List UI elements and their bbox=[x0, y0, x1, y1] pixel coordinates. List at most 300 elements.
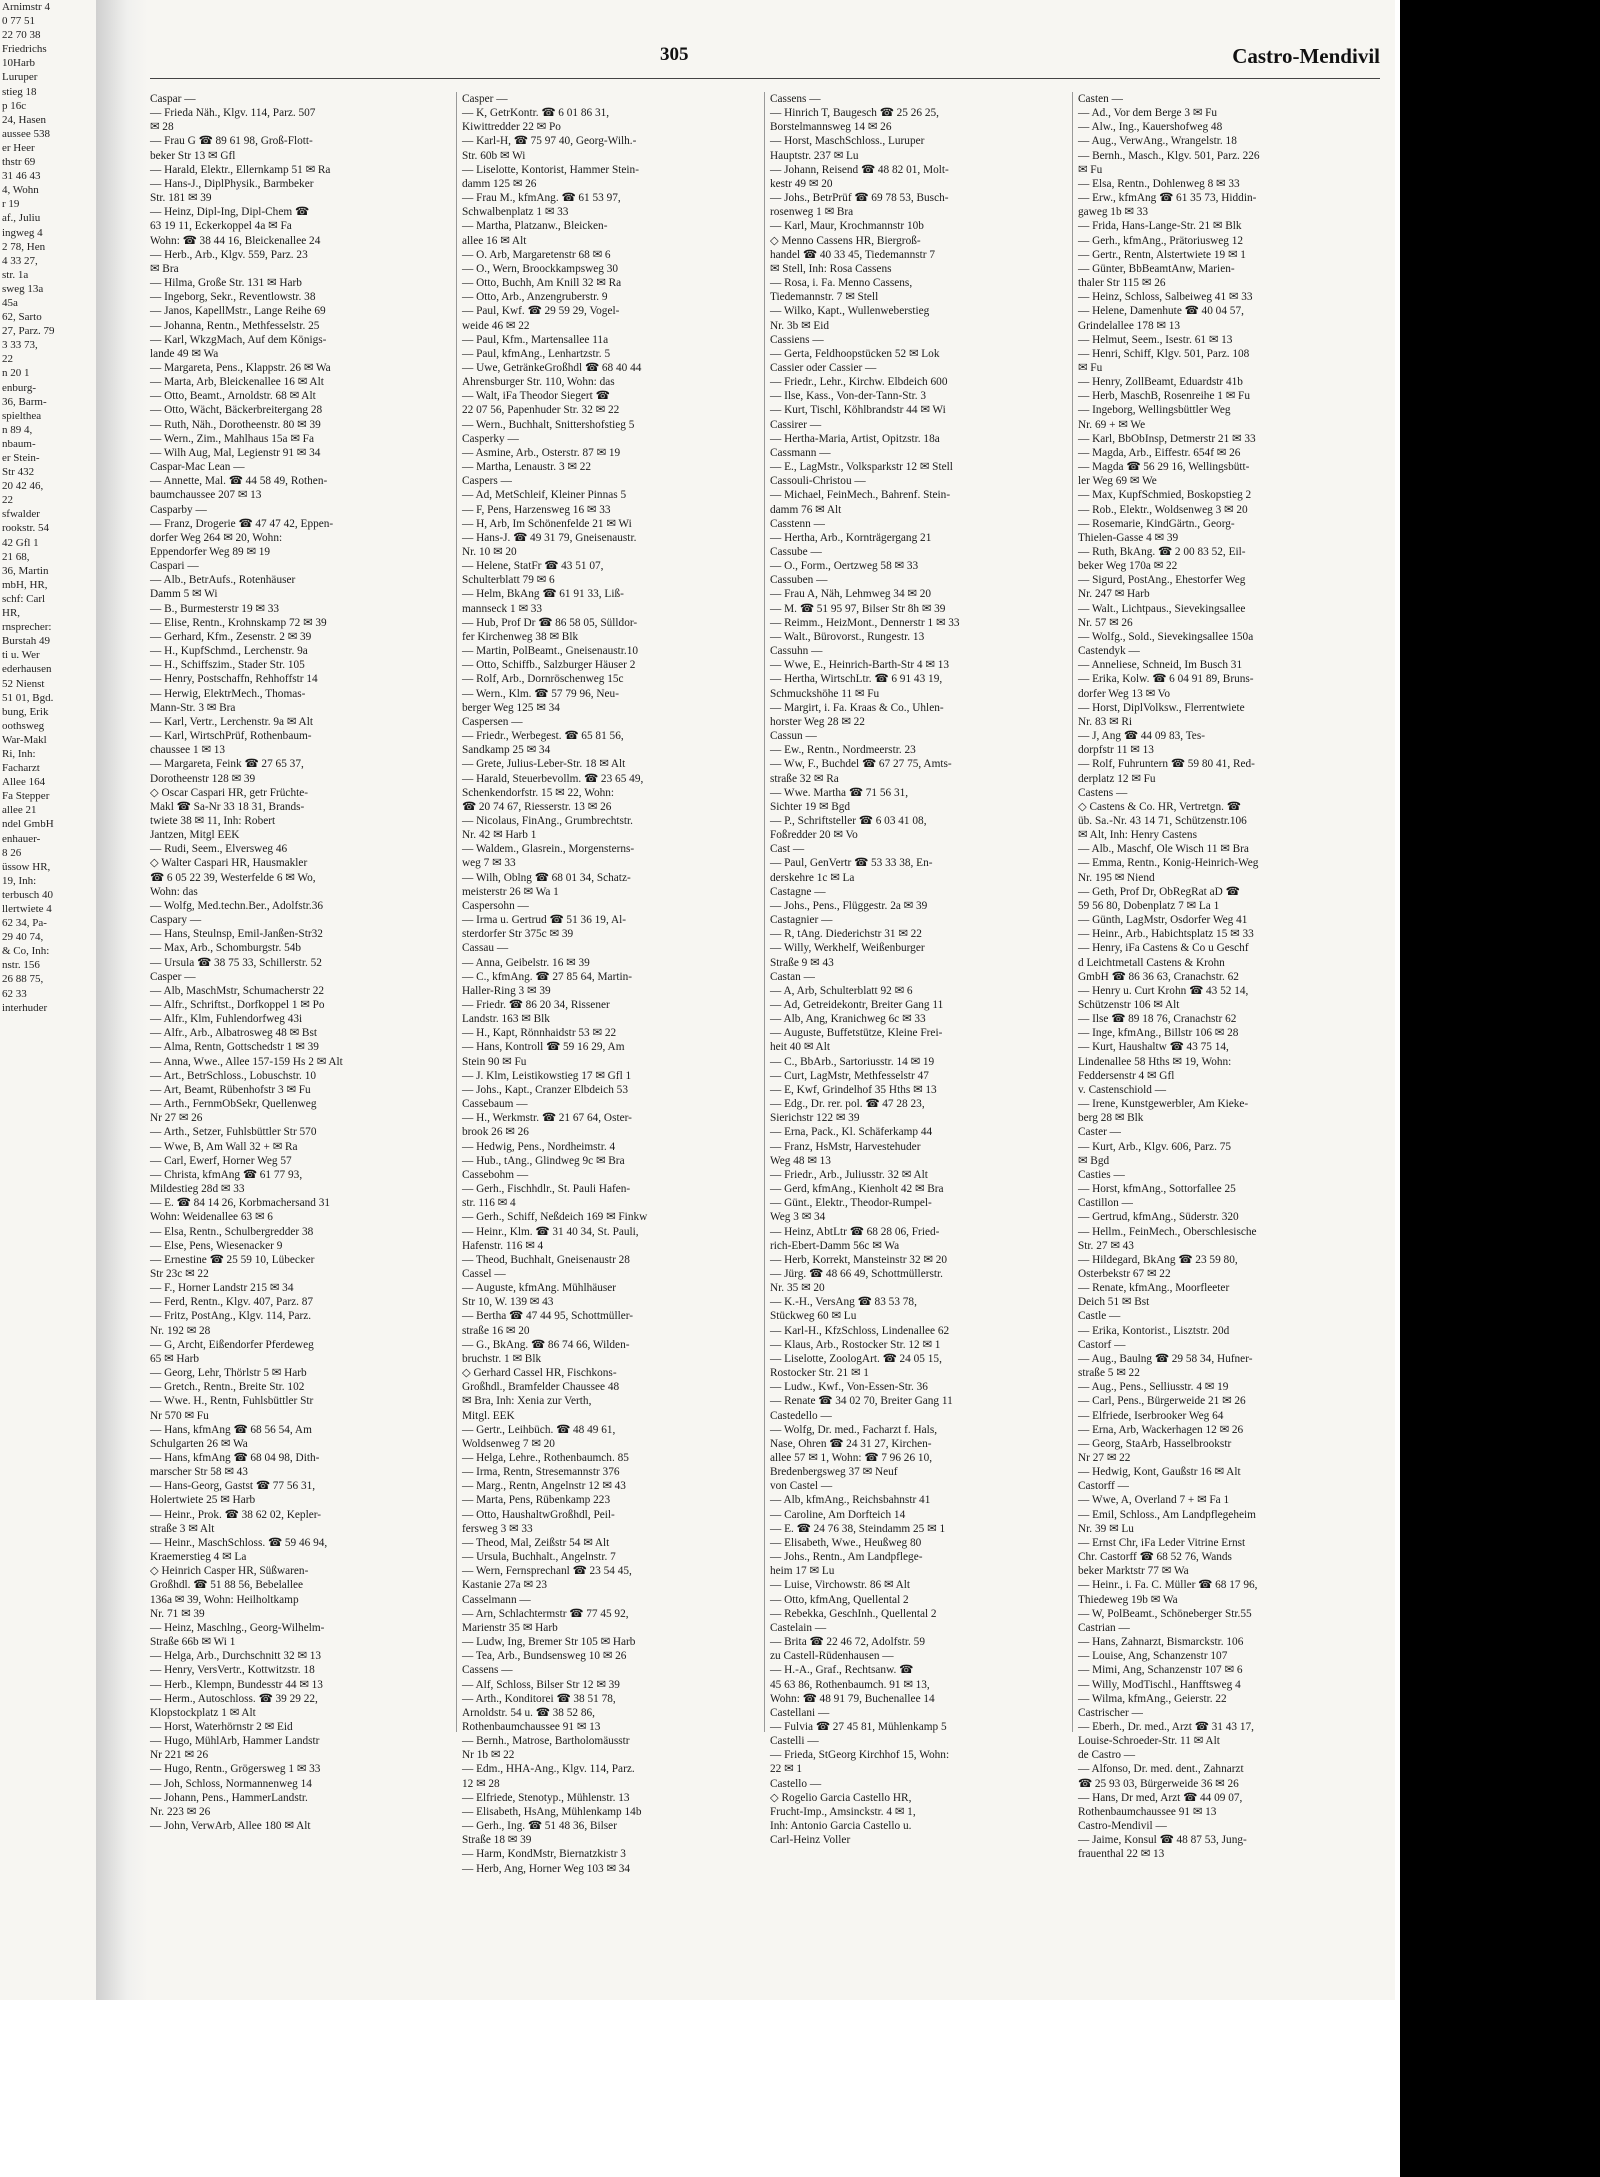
directory-line: — Alb, kfmAng., Reichsbahnstr 41 bbox=[770, 1494, 931, 1507]
directory-line: — Hugo, MühlArb, Hammer Landstr bbox=[150, 1735, 320, 1748]
facing-page-fragment: 22 bbox=[2, 494, 13, 507]
column-2 bbox=[462, 92, 732, 1875]
directory-line: Caster — bbox=[1078, 1126, 1121, 1139]
facing-page-fragment: 2 78, Hen bbox=[2, 240, 46, 253]
directory-line: — Kurt, Tischl, Köhlbrandstr 44 ✉ Wi bbox=[770, 404, 946, 417]
directory-line: — Anna, Geibelstr. 16 ✉ 39 bbox=[462, 956, 590, 969]
directory-line: — Hans-J. ☎ 49 31 79, Gneisenaustr. bbox=[462, 531, 637, 544]
facing-page-fragment: 26 88 75, bbox=[2, 973, 44, 986]
facing-page-fragment: ndel GmbH bbox=[2, 818, 54, 831]
facing-page-fragment: & Co, Inh: bbox=[2, 945, 50, 958]
directory-line: — Aug., Baulng ☎ 29 58 34, Hufner- bbox=[1078, 1352, 1253, 1365]
directory-line: — Michael, FeinMech., Bahrenf. Stein- bbox=[770, 489, 951, 502]
facing-page-fragment: er Heer bbox=[2, 141, 35, 154]
directory-line: gaweg 1b ✉ 33 bbox=[1078, 206, 1149, 219]
directory-line: Kastanie 27a ✉ 23 bbox=[462, 1579, 548, 1592]
directory-line: — Elsa, Rentn., Dohlenweg 8 ✉ 33 bbox=[1078, 177, 1240, 190]
facing-page-fragment: Arnimstr 4 bbox=[2, 1, 50, 13]
directory-line: — A, Arb, Schulterblatt 92 ✉ 6 bbox=[770, 984, 913, 997]
directory-line: — Gerd, kfmAng., Kienholt 42 ✉ Bra bbox=[770, 1183, 944, 1196]
directory-line: — Hugo, Rentn., Grögersweg 1 ✉ 33 bbox=[150, 1763, 321, 1776]
facing-page-fragment: 62 34, Pa- bbox=[2, 917, 47, 930]
directory-line: ☎ 25 93 03, Bürgerweide 36 ✉ 26 bbox=[1078, 1777, 1239, 1790]
directory-line: — Ruth, BkAng. ☎ 2 00 83 52, Eil- bbox=[1078, 546, 1246, 558]
directory-line: Str. 27 ✉ 43 bbox=[1078, 1239, 1134, 1252]
directory-line: — Arn, Schlachtermstr ☎ 77 45 92, bbox=[462, 1607, 629, 1620]
directory-line: — Marg., Rentn, Angelnstr 12 ✉ 43 bbox=[462, 1480, 626, 1493]
directory-line: — Gertrud, kfmAng., Süderstr. 320 bbox=[1078, 1211, 1239, 1224]
directory-line: — Arth., FernmObSekr, Quellenweg bbox=[150, 1098, 317, 1111]
facing-page-fragment: 8 26 bbox=[2, 846, 22, 859]
directory-line: damm 76 ✉ Alt bbox=[770, 503, 842, 516]
directory-line: — Erw., kfmAng ☎ 61 35 73, Hiddin- bbox=[1078, 192, 1257, 205]
directory-line: Casties — bbox=[1078, 1168, 1125, 1181]
directory-line: — Eberh., Dr. med., Arzt ☎ 31 43 17, bbox=[1078, 1720, 1254, 1733]
directory-line: Wohn: Weidenallee 63 ✉ 6 bbox=[150, 1211, 273, 1224]
directory-line: — Kurt, Haushaltw ☎ 43 75 14, bbox=[1078, 1041, 1229, 1054]
facing-page-fragment: str. 1a bbox=[2, 268, 29, 281]
directory-line: Castrian — bbox=[1078, 1621, 1130, 1634]
column-divider bbox=[764, 92, 765, 1732]
directory-line: — Herb, MaschB, Rosenreihe 1 ✉ Fu bbox=[1078, 390, 1250, 403]
directory-line: — Alf, Schloss, Bilser Str 12 ✉ 39 bbox=[462, 1678, 620, 1691]
directory-line: 45 63 86, Rothenbaumch. 91 ✉ 13, bbox=[770, 1678, 930, 1691]
directory-line: Nr. 57 ✉ 26 bbox=[1078, 616, 1133, 629]
directory-line: — O. Arb, Margaretenstr 68 ✉ 6 bbox=[462, 248, 611, 261]
directory-line: — B., Burmesterstr 19 ✉ 33 bbox=[150, 602, 280, 615]
directory-line: — Ad, MetSchleif, Kleiner Pinnas 5 bbox=[462, 489, 627, 502]
facing-page-fragment: stieg 18 bbox=[2, 85, 37, 98]
facing-page-fragment: ti u. Wer bbox=[2, 649, 40, 662]
directory-line: twiete 38 ✉ 11, Inh: Robert bbox=[150, 814, 276, 827]
directory-line: — Frida, Hans-Lange-Str. 21 ✉ Blk bbox=[1078, 220, 1242, 233]
facing-page-fragment: sfwalder bbox=[2, 508, 40, 521]
directory-line: Caspar-Mac Lean — bbox=[150, 461, 245, 474]
directory-line: — Aug., Pens., Selliusstr. 4 ✉ 19 bbox=[1078, 1381, 1229, 1394]
directory-line: — Karl, BbObInsp, Detmerstr 21 ✉ 33 bbox=[1078, 432, 1256, 445]
directory-line: Cassuhn — bbox=[770, 645, 823, 658]
directory-line: — Rob., Elektr., Woldsenweg 3 ✉ 20 bbox=[1078, 503, 1248, 516]
directory-line: Rothenbaumchaussee 91 ✉ 13 bbox=[462, 1720, 601, 1733]
directory-line: — Kurt, Arb., Klgv. 606, Parz. 75 bbox=[1078, 1140, 1232, 1153]
directory-line: — Harald, Steuerbevollm. ☎ 23 65 49, bbox=[462, 772, 644, 785]
directory-line: allee 57 ✉ 1, Wohn: ☎ 7 96 26 10, bbox=[770, 1452, 933, 1464]
directory-line: — Johann, Pens., HammerLandstr. bbox=[150, 1791, 308, 1804]
directory-line: Straße 18 ✉ 39 bbox=[462, 1834, 532, 1847]
directory-line: ◇ Castens & Co. HR, Vertretgn. ☎ bbox=[1078, 800, 1241, 813]
directory-line: — Max, KupfSchmied, Boskopstieg 2 bbox=[1078, 489, 1252, 502]
directory-line: 59 56 80, Dobenplatz 7 ✉ La 1 bbox=[1078, 899, 1220, 912]
facing-page-fragment: interhuder bbox=[2, 1001, 48, 1014]
directory-line: Nr. 42 ✉ Harb 1 bbox=[462, 829, 537, 842]
directory-line: — Hedwig, Pens., Nordheimstr. 4 bbox=[462, 1140, 616, 1153]
directory-line: — Friedr. ☎ 86 20 34, Rissener bbox=[462, 999, 610, 1011]
directory-line: — M. ☎ 51 95 97, Bilser Str 8h ✉ 39 bbox=[770, 602, 946, 615]
directory-line: — Carl, Pens., Bürgerweide 21 ✉ 26 bbox=[1078, 1395, 1246, 1408]
directory-line: Tiedemannstr. 7 ✉ Stell bbox=[770, 291, 879, 304]
directory-line: — Henry u. Curt Krohn ☎ 43 52 14, bbox=[1078, 984, 1249, 997]
directory-line: — Frieda Näh., Klgv. 114, Parz. 507 bbox=[150, 107, 316, 120]
directory-line: — Art., BetrSchloss., Lobuschstr. 10 bbox=[150, 1069, 316, 1082]
directory-line: — Rosa, i. Fa. Menno Cassens, bbox=[770, 277, 913, 290]
directory-line: — Hans, Dr med, Arzt ☎ 44 09 07, bbox=[1078, 1791, 1243, 1804]
directory-line: — Ingeborg, Wellingsbüttler Weg bbox=[1078, 404, 1231, 417]
facing-page-fragment: Allee 164 bbox=[2, 776, 46, 789]
header-rule bbox=[150, 78, 1380, 79]
facing-page-fragment: nstr. 156 bbox=[2, 959, 40, 972]
directory-line: Casten — bbox=[1078, 93, 1123, 105]
directory-line: — Alma, Rentn, Gottschedstr 1 ✉ 39 bbox=[150, 1041, 319, 1054]
directory-line: baumchaussee 207 ✉ 13 bbox=[150, 489, 262, 502]
directory-line: Kiwittredder 22 ✉ Po bbox=[462, 121, 561, 134]
directory-line: — Arth., Konditorei ☎ 38 51 78, bbox=[462, 1692, 616, 1705]
directory-line: — Alb, MaschMstr, Schumacherstr 22 bbox=[150, 984, 324, 997]
directory-line: Mitgl. EEK bbox=[462, 1409, 515, 1422]
directory-line: Schwalbenplatz 1 ✉ 33 bbox=[462, 206, 569, 219]
directory-line: — Wilko, Kapt., Wullenweberstieg bbox=[770, 305, 930, 318]
directory-line: Damm 5 ✉ Wi bbox=[150, 588, 218, 601]
directory-line: — Martin, PolBeamt., Gneisenaustr.10 bbox=[462, 645, 639, 658]
directory-line: berger Weg 125 ✉ 34 bbox=[462, 701, 560, 714]
facing-page-fragment: bung, Erik bbox=[2, 705, 49, 718]
directory-line: Castedello — bbox=[770, 1409, 832, 1422]
directory-line: Holertwiete 25 ✉ Harb bbox=[150, 1494, 256, 1507]
directory-line: Nr. 10 ✉ 20 bbox=[462, 546, 517, 558]
column-3 bbox=[770, 92, 1040, 1847]
directory-line: — Erika, Kolw. ☎ 6 04 91 89, Bruns- bbox=[1078, 673, 1254, 686]
directory-line: ✉ 28 bbox=[150, 121, 174, 134]
directory-line: bruchstr. 1 ✉ Blk bbox=[462, 1352, 542, 1365]
directory-line: — Ww, F., Buchdel ☎ 67 27 75, Amts- bbox=[770, 758, 952, 771]
directory-line: Casselmann — bbox=[462, 1593, 531, 1606]
directory-line: — Alb., BetrAufs., Rotenhäuser bbox=[150, 574, 296, 587]
directory-line: — Ruth, Näh., Dorotheenstr. 80 ✉ 39 bbox=[150, 418, 321, 431]
facing-page-fragment: thstr 69 bbox=[2, 156, 36, 169]
directory-line: — Gerh., Schiff, Neßdeich 169 ✉ Finkw bbox=[462, 1211, 648, 1224]
directory-line: Nr. 195 ✉ Niend bbox=[1078, 871, 1155, 884]
facing-page-fragment: 52 Nienst bbox=[2, 677, 45, 690]
directory-line: — Rosemarie, KindGärtn., Georg- bbox=[1078, 517, 1235, 530]
directory-line: Stückweg 60 ✉ Lu bbox=[770, 1310, 857, 1323]
directory-line: — Margirt, i. Fa. Kraas & Co., Uhlen- bbox=[770, 701, 944, 714]
facing-page-fragment: Luruper bbox=[2, 71, 38, 84]
directory-line: beker Weg 170a ✉ 22 bbox=[1078, 560, 1178, 573]
directory-line: Caspary — bbox=[150, 914, 202, 927]
directory-line: Dorotheenstr 128 ✉ 39 bbox=[150, 772, 256, 785]
directory-line: Rothenbaumchaussee 91 ✉ 13 bbox=[1078, 1805, 1217, 1818]
directory-line: — Herb., Arb., Klgv. 559, Parz. 23 bbox=[150, 248, 308, 261]
directory-line: Sichter 19 ✉ Bgd bbox=[770, 800, 851, 813]
directory-line: ◇ Walter Caspari HR, Hausmakler bbox=[150, 857, 308, 870]
directory-line: Schützenstr 106 ✉ Alt bbox=[1078, 999, 1180, 1011]
directory-line: Cassier oder Cassier — bbox=[770, 361, 877, 374]
directory-line: — Helga, Arb., Durchschnitt 32 ✉ 13 bbox=[150, 1650, 322, 1663]
facing-page-fragment: sweg 13a bbox=[2, 282, 44, 295]
directory-line: Nr. 83 ✉ Ri bbox=[1078, 715, 1133, 728]
directory-line: — Wern., Klm. ☎ 57 79 96, Neu- bbox=[462, 687, 619, 700]
directory-line: straße 32 ✉ Ra bbox=[770, 772, 839, 785]
directory-line: Feddersenstr 4 ✉ Gfl bbox=[1078, 1069, 1175, 1082]
directory-line: — Johs., BetrPrüf ☎ 69 78 53, Busch- bbox=[770, 192, 949, 205]
directory-line: Frucht-Imp., Amsinckstr. 4 ✉ 1, bbox=[770, 1805, 916, 1818]
directory-line: — Alb., Maschf, Ole Wisch 11 ✉ Bra bbox=[1078, 843, 1249, 856]
directory-line: Castagnier — bbox=[770, 914, 833, 927]
directory-line: Foßredder 20 ✉ Vo bbox=[770, 829, 858, 842]
facing-page-fragment: War-Makl bbox=[2, 733, 47, 746]
directory-line: — O., Wern, Broockkampsweg 30 bbox=[462, 262, 619, 275]
directory-line: Jantzen, Mitgl EEK bbox=[150, 829, 240, 842]
facing-page-fragment: 51 01, Bgd. bbox=[2, 691, 54, 704]
directory-line: — Max, Arb., Schomburgstr. 54b bbox=[150, 942, 302, 955]
directory-line: — E. ☎ 24 76 38, Steindamm 25 ✉ 1 bbox=[770, 1522, 946, 1535]
directory-line: Louise-Schroeder-Str. 11 ✉ Alt bbox=[1078, 1735, 1220, 1748]
directory-line: ✉ Fu bbox=[1078, 361, 1103, 374]
directory-line: Castello — bbox=[770, 1777, 822, 1790]
directory-line: ◇ Heinrich Casper HR, Süßwaren- bbox=[150, 1565, 309, 1578]
facing-page-fragment: 29 40 74, bbox=[2, 931, 44, 944]
directory-line: — Herwig, ElektrMech., Thomas- bbox=[150, 687, 306, 700]
directory-line: — Ludw., Kwf., Von-Essen-Str. 36 bbox=[770, 1381, 928, 1394]
directory-line: Stein 90 ✉ Fu bbox=[462, 1055, 527, 1068]
facing-page-fragment: Facharzt bbox=[2, 762, 40, 775]
directory-line: — Günter, BbBeamtAnw, Marien- bbox=[1078, 262, 1235, 275]
directory-line: — Günt., Elektr., Theodor-Rumpel- bbox=[770, 1197, 932, 1210]
directory-line: — Irma u. Gertrud ☎ 51 36 19, Al- bbox=[462, 914, 627, 927]
directory-line: — Helmut, Seem., Isestr. 61 ✉ 13 bbox=[1078, 333, 1233, 346]
directory-line: — Otto, Beamt., Arnoldstr. 68 ✉ Alt bbox=[150, 390, 316, 403]
directory-line: ✉ Alt, Inh: Henry Castens bbox=[1078, 829, 1197, 842]
directory-line: dorfer Weg 264 ✉ 20, Wohn: bbox=[150, 531, 283, 544]
directory-line: — Heinr., MaschSchloss. ☎ 59 46 94, bbox=[150, 1536, 328, 1549]
directory-line: — Henri, Schiff, Klgv. 501, Parz. 108 bbox=[1078, 347, 1250, 360]
directory-line: — Wwe, A, Overland 7 + ✉ Fa 1 bbox=[1078, 1494, 1230, 1507]
directory-line: straße 16 ✉ 20 bbox=[462, 1324, 530, 1337]
directory-line: — E, Kwf, Grindelhof 35 Hths ✉ 13 bbox=[770, 1083, 937, 1096]
directory-line: Landstr. 163 ✉ Blk bbox=[462, 1013, 550, 1026]
directory-line: — Bernh., Masch., Klgv. 501, Parz. 226 bbox=[1078, 149, 1260, 162]
directory-line: — Herm., Autoschloss. ☎ 39 29 22, bbox=[150, 1692, 318, 1705]
directory-line: Nr. 223 ✉ 26 bbox=[150, 1805, 211, 1818]
directory-line: — G., BkAng. ☎ 86 74 66, Wilden- bbox=[462, 1338, 630, 1351]
directory-line: — Gertr., Leihbüch. ☎ 48 49 61, bbox=[462, 1423, 616, 1436]
directory-line: Nr 27 ✉ 26 bbox=[150, 1112, 203, 1125]
directory-line: rich-Ebert-Damm 56c ✉ Wa bbox=[770, 1239, 900, 1252]
directory-line: ✉ Bra, Inh: Xenia zur Verth, bbox=[462, 1395, 592, 1408]
directory-line: — Herb, Korrekt, Mansteinstr 32 ✉ 20 bbox=[770, 1253, 948, 1266]
directory-line: — Liselotte, ZoologArt. ☎ 24 05 15, bbox=[770, 1352, 942, 1365]
directory-line: — Hub., tAng., Glindweg 9c ✉ Bra bbox=[462, 1154, 625, 1167]
directory-line: — K, GetrKontr. ☎ 6 01 86 31, bbox=[462, 107, 610, 120]
directory-line: Ahrensburger Str. 110, Wohn: das bbox=[462, 376, 615, 389]
directory-line: heim 17 ✉ Lu bbox=[770, 1565, 835, 1578]
directory-line: heit 40 ✉ Alt bbox=[770, 1041, 830, 1054]
directory-line: — Marta, Pens, Rübenkamp 223 bbox=[462, 1494, 611, 1507]
directory-line: — Alfr., Schriftst., Dorfkoppel 1 ✉ Po bbox=[150, 999, 325, 1011]
directory-line: — Wern., Zim., Mahlhaus 15a ✉ Fa bbox=[150, 432, 314, 445]
directory-line: Chr. Castorff ☎ 68 52 76, Wands bbox=[1078, 1551, 1232, 1564]
directory-line: — Herb., Klempn, Bundesstr 44 ✉ 13 bbox=[150, 1678, 323, 1691]
directory-line: — Margareta, Pens., Klappstr. 26 ✉ Wa bbox=[150, 361, 331, 374]
directory-line: frauenthal 22 ✉ 13 bbox=[1078, 1848, 1165, 1861]
directory-line: — Ludw, Ing, Bremer Str 105 ✉ Harb bbox=[462, 1636, 636, 1649]
directory-line: ◇ Gerhard Cassel HR, Fischkons- bbox=[462, 1367, 617, 1380]
directory-line: — F., Horner Landstr 215 ✉ 34 bbox=[150, 1282, 294, 1295]
directory-line: — R, tAng. Diederichstr 31 ✉ 22 bbox=[770, 928, 922, 941]
column-divider bbox=[1072, 92, 1073, 1732]
directory-line: — Renate, kfmAng., Moorfleeter bbox=[1078, 1282, 1230, 1295]
directory-line: handel ☎ 40 33 45, Tiedemannstr 7 bbox=[770, 248, 936, 261]
facing-page-fragment: ingweg 4 bbox=[2, 226, 43, 239]
directory-line: Weg 48 ✉ 13 bbox=[770, 1154, 831, 1167]
directory-line: ◇ Oscar Caspari HR, getr Früchte- bbox=[150, 786, 309, 799]
directory-line: — H., Kapt, Rönnhaidstr 53 ✉ 22 bbox=[462, 1027, 617, 1040]
facing-page-edge bbox=[0, 0, 96, 1600]
directory-line: weg 7 ✉ 33 bbox=[462, 857, 516, 870]
directory-line: — Marta, Arb, Bleickenallee 16 ✉ Alt bbox=[150, 376, 324, 389]
directory-line: — Margareta, Feink ☎ 27 65 37, bbox=[150, 758, 304, 771]
directory-line: Cassebohm — bbox=[462, 1168, 529, 1181]
directory-line: Wohn: das bbox=[150, 885, 198, 898]
directory-line: — Harald, Elektr., Ellernkamp 51 ✉ Ra bbox=[150, 163, 331, 176]
directory-line: — Theod, Mal, Zeißstr 54 ✉ Alt bbox=[462, 1536, 610, 1549]
directory-line: Cassens — bbox=[462, 1664, 513, 1677]
directory-line: Nr 1b ✉ 22 bbox=[462, 1749, 515, 1762]
directory-line: — Rebekka, GeschInh., Quellental 2 bbox=[770, 1607, 937, 1620]
directory-line: — Henry, VersVertr., Kottwitzstr. 18 bbox=[150, 1664, 315, 1677]
directory-line: Eppendorfer Weg 89 ✉ 19 bbox=[150, 546, 271, 558]
facing-page-fragment: Friedrichs bbox=[2, 43, 47, 56]
directory-line: — Auguste, Buffetstütze, Kleine Frei- bbox=[770, 1027, 943, 1040]
directory-line: — Ilse ☎ 89 18 76, Cranachstr 62 bbox=[1078, 1013, 1237, 1026]
directory-line: — Auguste, kfmAng. Mühlhäuser bbox=[462, 1282, 617, 1295]
directory-line: — Art, Beamt, Rübenhofstr 3 ✉ Fu bbox=[150, 1083, 311, 1096]
directory-line: — Heinz, Maschlng., Georg-Wilhelm- bbox=[150, 1621, 325, 1634]
directory-line: — E., LagMstr., Volksparkstr 12 ✉ Stell bbox=[770, 461, 953, 474]
directory-line: — Edm., HHA-Ang., Klgv. 114, Parz. bbox=[462, 1763, 635, 1776]
directory-line: ✉ Stell, Inh: Rosa Cassens bbox=[770, 262, 892, 275]
directory-line: — Heinz, Dipl-Ing, Dipl-Chem ☎ bbox=[150, 206, 310, 219]
directory-line: — Reimm., HeizMont., Dennerstr 1 ✉ 33 bbox=[770, 616, 960, 629]
directory-line: — Willy, Werkhelf, Weißenburger bbox=[770, 942, 925, 955]
directory-line: — Janos, KapellMstr., Lange Reihe 69 bbox=[150, 305, 326, 318]
directory-line: — Ernst Chr, iFa Leder Vitrine Ernst bbox=[1078, 1536, 1246, 1549]
directory-line: — Hertha-Maria, Artist, Opitzstr. 18a bbox=[770, 432, 940, 445]
directory-line: — Emil, Schloss., Am Landpflegeheim bbox=[1078, 1508, 1256, 1521]
directory-line: — Edg., Dr. rer. pol. ☎ 47 28 23, bbox=[770, 1098, 925, 1111]
directory-line: Marienstr 35 ✉ Harb bbox=[462, 1621, 558, 1634]
directory-line: — Horst, MaschSchloss., Luruper bbox=[770, 135, 925, 148]
directory-line: — Wwe. H., Rentn, Fuhlsbüttler Str bbox=[150, 1395, 314, 1408]
directory-line: — Helene, Damenhute ☎ 40 04 57, bbox=[1078, 305, 1244, 318]
directory-line: — Henry, Postschaffn, Rehhoffstr 14 bbox=[150, 673, 318, 686]
directory-line: — Ursula ☎ 38 75 33, Schillerstr. 52 bbox=[150, 956, 322, 969]
directory-line: — K.-H., VersAng ☎ 83 53 78, bbox=[770, 1296, 917, 1309]
directory-line: — Wilh, Oblng ☎ 68 01 34, Schatz- bbox=[462, 871, 631, 884]
directory-line: — Brita ☎ 22 46 72, Adolfstr. 59 bbox=[770, 1636, 925, 1649]
directory-line: — Horst, DiplVolksw., Flerrentwiete bbox=[1078, 701, 1245, 714]
facing-page-fragment: 22 70 38 bbox=[2, 29, 41, 42]
facing-page-fragment: llertwiete 4 bbox=[2, 903, 52, 915]
directory-line: — Else, Pens, Wiesenacker 9 bbox=[150, 1239, 283, 1252]
directory-line: — Gretch., Rentn., Breite Str. 102 bbox=[150, 1381, 305, 1394]
directory-line: — Christa, kfmAng ☎ 61 77 93, bbox=[150, 1168, 303, 1181]
directory-line: — H.-A., Graf., Rechtsanw. ☎ bbox=[770, 1664, 914, 1677]
directory-line: — Friedr., Werbegest. ☎ 65 81 56, bbox=[462, 730, 624, 743]
directory-line: dorfer Weg 13 ✉ Vo bbox=[1078, 687, 1171, 700]
directory-line: Weg 3 ✉ 34 bbox=[770, 1211, 826, 1224]
facing-page-fragment: 3 33 73, bbox=[2, 339, 38, 352]
directory-line: — Friedr., Arb., Juliusstr. 32 ✉ Alt bbox=[770, 1168, 928, 1181]
directory-line: — Gerh., kfmAng., Prätoriusweg 12 bbox=[1078, 234, 1244, 247]
directory-line: Deich 51 ✉ Bst bbox=[1078, 1296, 1150, 1309]
directory-line: — Paul, Kwf. ☎ 29 59 29, Vogel- bbox=[462, 305, 620, 318]
directory-line: Cassebaum — bbox=[462, 1098, 528, 1111]
directory-line: — Erika, Kontorist., Lisztstr. 20d bbox=[1078, 1324, 1230, 1337]
directory-line: Thiedeweg 19b ✉ Wa bbox=[1078, 1593, 1178, 1606]
directory-line: Osterbekstr 67 ✉ 22 bbox=[1078, 1267, 1171, 1280]
directory-line: Lindenallee 58 Hths ✉ 19, Wohn: bbox=[1078, 1055, 1232, 1068]
directory-line: Caspersen — bbox=[462, 715, 523, 728]
directory-line: weide 46 ✉ 22 bbox=[462, 319, 530, 332]
directory-line: — Nicolaus, FinAng., Grumbrechtstr. bbox=[462, 814, 634, 827]
directory-line: Inh: Antonio Garcia Castello u. bbox=[770, 1820, 912, 1833]
directory-line: — Alfonso, Dr. med. dent., Zahnarzt bbox=[1078, 1763, 1244, 1776]
directory-line: Schulterblatt 79 ✉ 6 bbox=[462, 574, 555, 587]
directory-line: — Elsa, Rentn., Schulbergredder 38 bbox=[150, 1225, 314, 1238]
directory-line: — J, Ang ☎ 44 09 83, Tes- bbox=[1078, 730, 1205, 743]
directory-line: Cassens — bbox=[770, 93, 821, 105]
directory-line: — Martha, Platzanw., Bleicken- bbox=[462, 220, 608, 233]
directory-line: — Uwe, GetränkeGroßhdl ☎ 68 40 44 bbox=[462, 361, 642, 374]
directory-line: Woldsenweg 7 ✉ 20 bbox=[462, 1437, 555, 1450]
directory-line: — Johanna, Rentn., Methfesselstr. 25 bbox=[150, 319, 320, 332]
directory-line: — Anna, Wwe., Allee 157-159 Hs 2 ✉ Alt bbox=[150, 1055, 343, 1068]
directory-line: Arnoldstr. 54 u. ☎ 38 52 86, bbox=[462, 1706, 596, 1719]
facing-page-fragment: üssow HR, bbox=[2, 860, 51, 873]
directory-line: — Otto, Schiffb., Salzburger Häuser 2 bbox=[462, 659, 636, 672]
facing-page-fragment: n 89 4, bbox=[2, 423, 33, 436]
facing-page-fragment: aussee 538 bbox=[2, 127, 50, 140]
directory-line: — Henry, iFa Castens & Co u Geschf bbox=[1078, 942, 1249, 955]
directory-line: Kraemerstieg 4 ✉ La bbox=[150, 1551, 247, 1564]
directory-line: mannseck 1 ✉ 33 bbox=[462, 602, 543, 615]
directory-line: — Johs., Kapt., Cranzer Elbdeich 53 bbox=[462, 1083, 628, 1096]
directory-line: — H, Arb, Im Schönenfelde 21 ✉ Wi bbox=[462, 517, 632, 530]
directory-line: Borstelmannsweg 14 ✉ 26 bbox=[770, 121, 892, 134]
directory-line: — Johann, Reisend ☎ 48 82 01, Molt- bbox=[770, 163, 949, 176]
directory-line: beker Marktstr 77 ✉ Wa bbox=[1078, 1565, 1189, 1578]
directory-line: marscher Str 58 ✉ 43 bbox=[150, 1466, 248, 1479]
directory-line: — Paul, kfmAng., Lenhartzstr. 5 bbox=[462, 347, 611, 360]
directory-line: — Wolfg, Dr. med., Facharzt f. Hals, bbox=[770, 1423, 938, 1436]
directory-line: — Ursula, Buchhalt., Angelnstr. 7 bbox=[462, 1551, 616, 1564]
directory-line: — Erna, Arb, Wackerhagen 12 ✉ 26 bbox=[1078, 1423, 1244, 1436]
directory-line: — Walt, iFa Theodor Siegert ☎ bbox=[462, 390, 610, 403]
directory-line: — Frau G ☎ 89 61 98, Groß-Flott- bbox=[150, 135, 313, 148]
directory-line: — Hellm., FeinMech., Oberschlesische bbox=[1078, 1225, 1257, 1238]
directory-line: — Mimi, Ang, Schanzenstr 107 ✉ 6 bbox=[1078, 1664, 1243, 1677]
directory-line: — Willy, ModTischl., Hanfftsweg 4 bbox=[1078, 1678, 1241, 1691]
directory-line: — Johs., Pens., Flüggestr. 2a ✉ 39 bbox=[770, 899, 928, 912]
directory-line: — C., BbArb., Sartoriusstr. 14 ✉ 19 bbox=[770, 1055, 935, 1068]
directory-line: straße 3 ✉ Alt bbox=[150, 1522, 215, 1535]
directory-line: — Wilma, kfmAng., Geierstr. 22 bbox=[1078, 1692, 1227, 1705]
directory-line: Nr 221 ✉ 26 bbox=[150, 1749, 209, 1762]
directory-line: — Paul, GenVertr ☎ 53 33 38, En- bbox=[770, 857, 933, 870]
directory-line: Castrischer — bbox=[1078, 1706, 1143, 1719]
directory-line: — Wilh Aug, Mal, Legienstr 91 ✉ 34 bbox=[150, 446, 321, 459]
directory-line: — Gerta, Feldhoopstücken 52 ✉ Lok bbox=[770, 347, 940, 360]
